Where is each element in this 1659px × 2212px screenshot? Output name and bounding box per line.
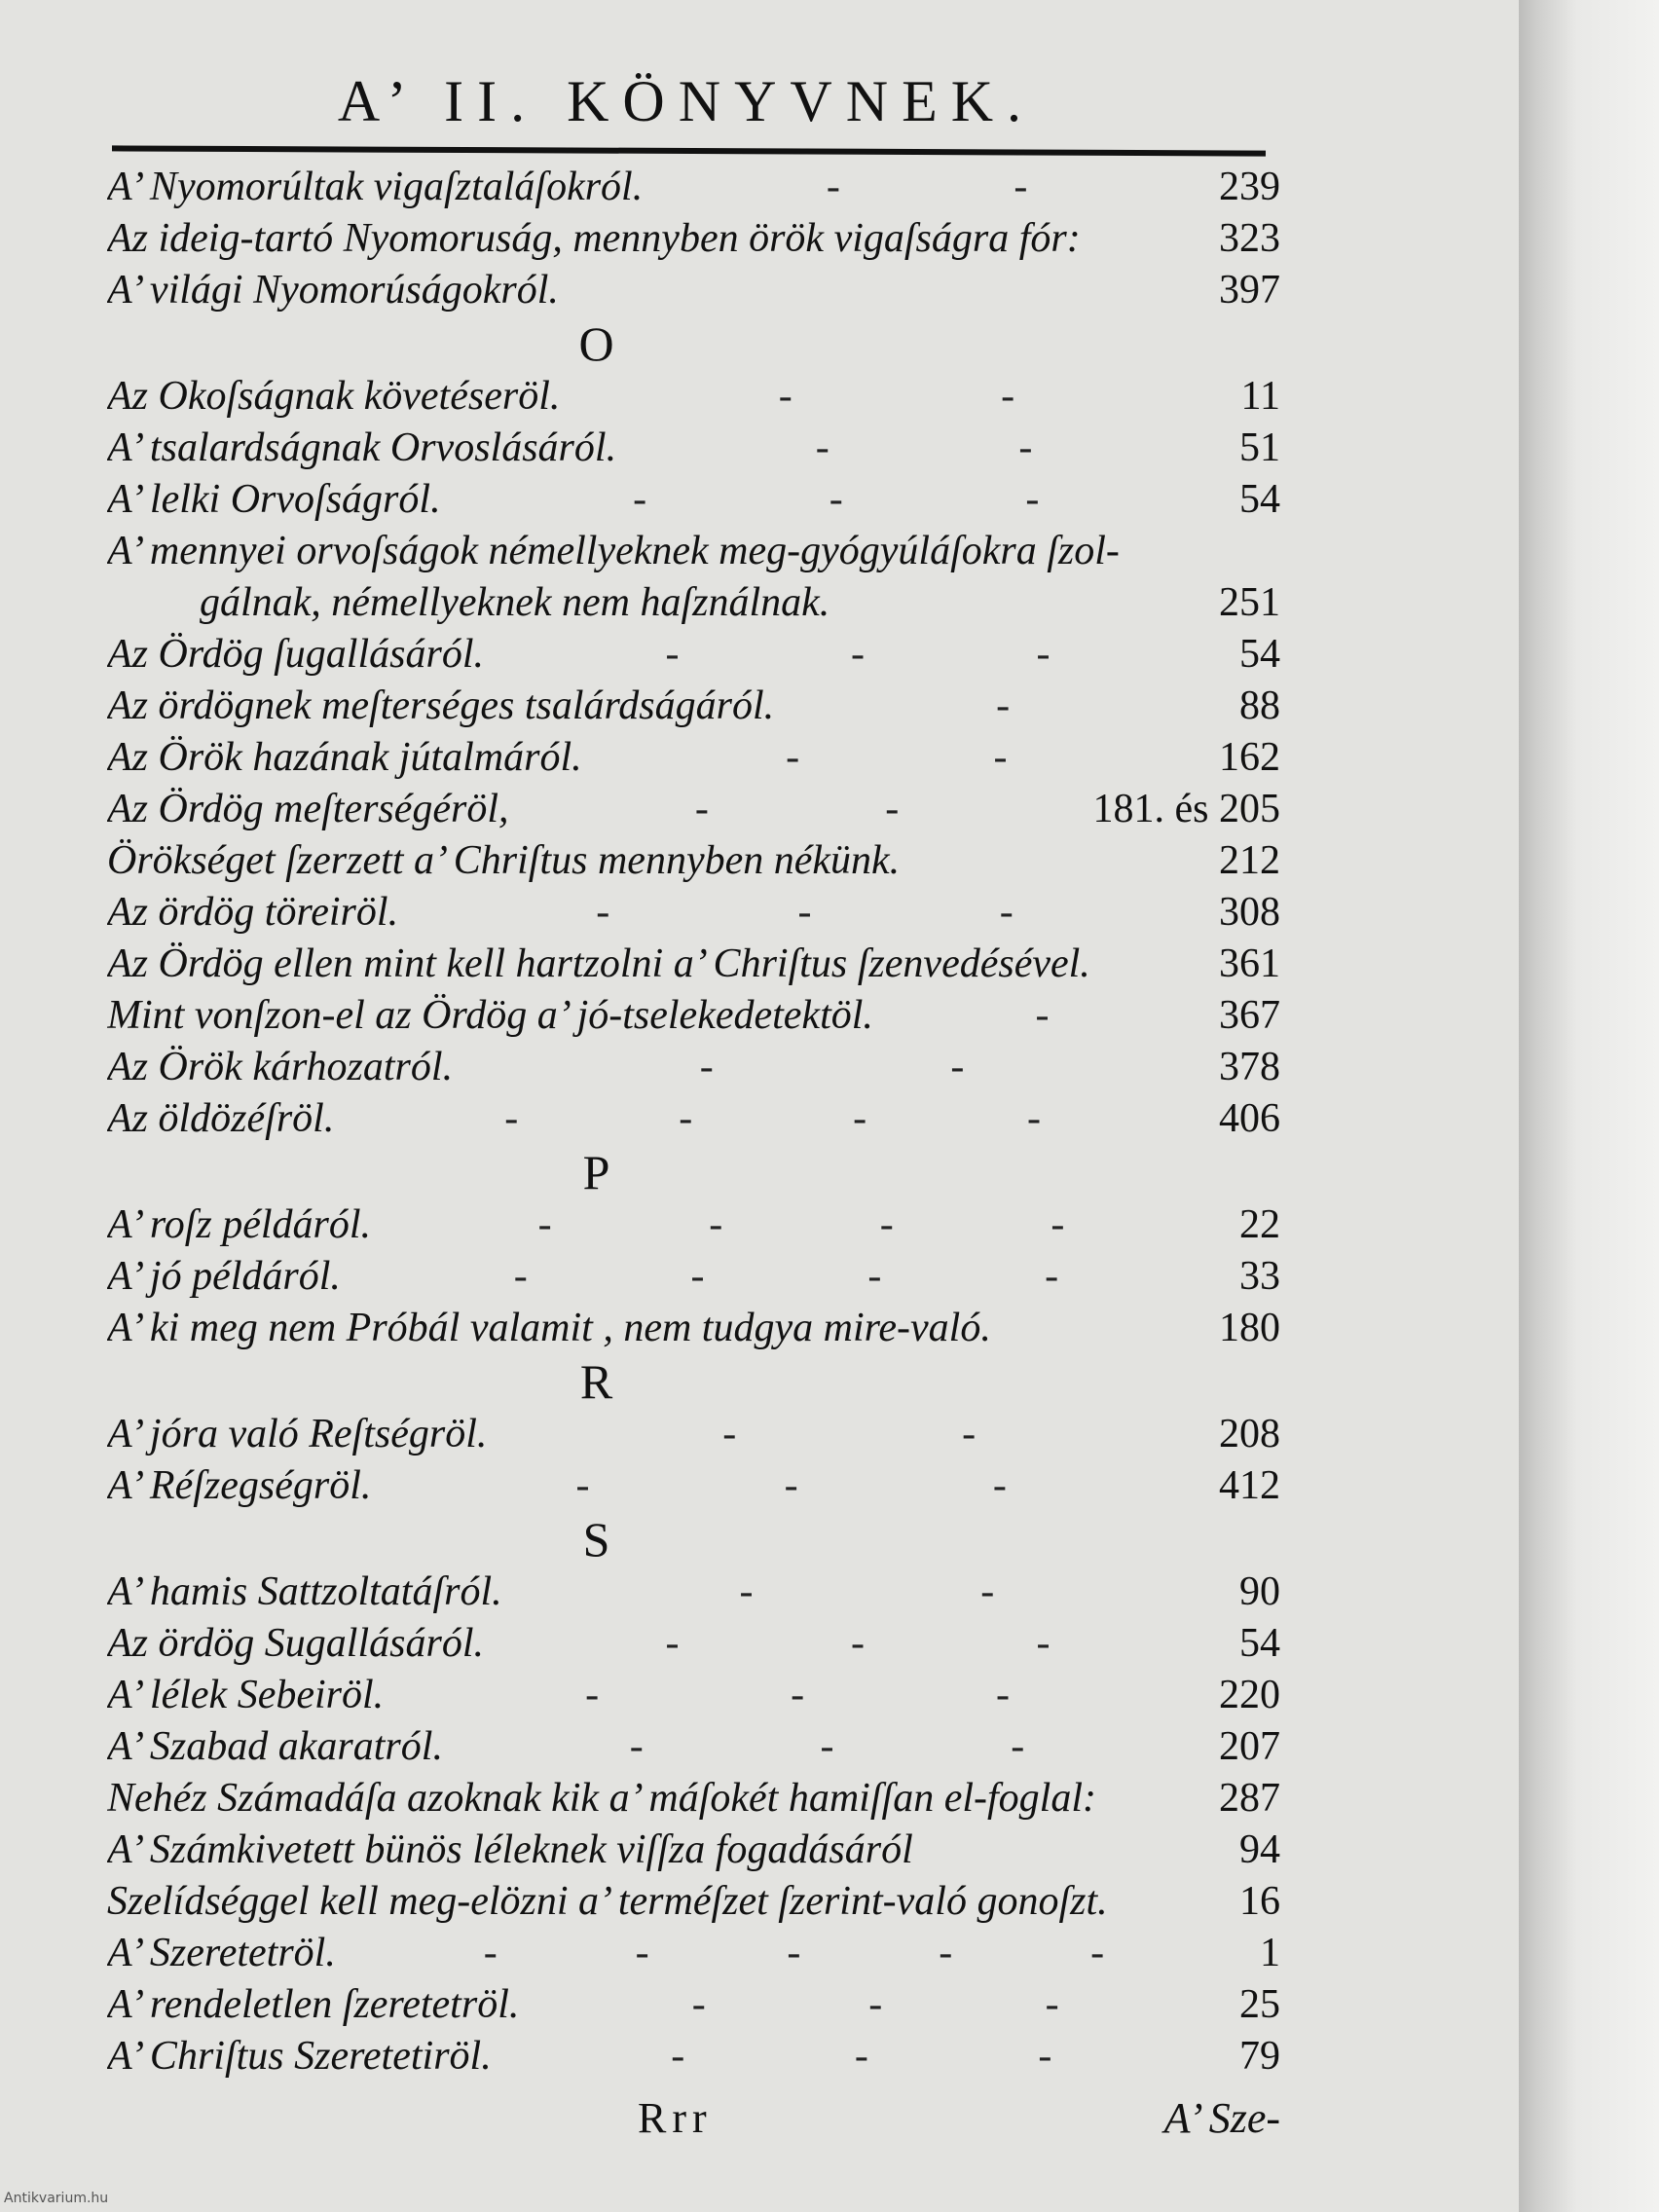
entry-title: A’ Szeretetröl. (107, 1931, 336, 1975)
leader-dash: - (996, 683, 1011, 728)
leader-dash: - (691, 1982, 706, 2027)
index-entry (107, 1093, 1280, 1145)
leader-dash: - (980, 1569, 995, 1614)
index-entry (107, 1721, 1280, 1773)
leader-dash: - (1035, 993, 1050, 1038)
index-entry (107, 1928, 1280, 1979)
leader-dash: - (690, 1254, 705, 1299)
page-number: 94 (1239, 1827, 1280, 1872)
leader-dash: - (787, 1931, 801, 1975)
leader-dash: - (1051, 1202, 1065, 1247)
entry-title: A’ jó példáról. (107, 1254, 341, 1299)
entry-title: A’ világi Nyomorúságokról. (107, 268, 559, 313)
leader-dash: - (996, 1673, 1011, 1717)
dash-leader (484, 629, 1232, 681)
index-entry (107, 1618, 1280, 1670)
page-number: 323 (1219, 216, 1280, 261)
page-number: 54 (1239, 477, 1280, 522)
leader-dash: - (868, 1982, 883, 2027)
page-number: 79 (1239, 2034, 1280, 2079)
page-number: 287 (1219, 1776, 1280, 1821)
dash-leader (443, 1721, 1211, 1773)
page-number: 16 (1239, 1879, 1280, 1924)
index-entry (107, 1409, 1280, 1460)
index-entry (107, 1567, 1280, 1618)
page-number: 88 (1239, 683, 1280, 728)
index-entry (107, 371, 1280, 423)
index-entry (107, 423, 1280, 474)
page-number: 54 (1239, 1621, 1280, 1666)
entry-title: A’ Réſzegségröl. (107, 1463, 372, 1508)
index-entry (107, 2031, 1280, 2083)
dash-leader (560, 371, 1233, 423)
page-number: 220 (1219, 1673, 1280, 1717)
leader-dash: - (699, 1045, 714, 1089)
index-entry (107, 990, 1280, 1042)
index-entry (107, 265, 1280, 316)
dash-leader (519, 1979, 1232, 2031)
entry-title: A’ Szabad akaratról. (107, 1724, 443, 1769)
leader-dash: - (1036, 632, 1051, 677)
leader-dash: - (1027, 1096, 1042, 1141)
dash-leader (616, 423, 1232, 474)
dash-leader (371, 1460, 1211, 1512)
leader-dash: - (1011, 1724, 1025, 1769)
leader-dash: - (1014, 165, 1028, 209)
leader-dash: - (1001, 374, 1015, 419)
leader-dash: - (786, 735, 800, 780)
leader-dash: - (665, 1621, 680, 1666)
entry-title: Az Ördög ſugallásáról. (107, 632, 484, 677)
leader-dash: - (585, 1673, 600, 1717)
page-number: 51 (1239, 425, 1280, 470)
leader-dash: - (483, 1931, 498, 1975)
dash-leader (341, 1251, 1232, 1303)
dash-leader (336, 1928, 1252, 1979)
leader-dash: - (939, 1931, 953, 1975)
watermark: Antikvarium.hu (4, 2191, 109, 2206)
index-entry (107, 1876, 1280, 1928)
page-number: 239 (1219, 165, 1280, 209)
leader-dash: - (1045, 1982, 1059, 2027)
leader-dash: - (950, 1045, 965, 1089)
dash-leader (487, 1409, 1211, 1460)
page-number: 361 (1219, 941, 1280, 986)
index-entry (107, 1773, 1280, 1825)
entry-title: Az Okoſságnak követéseröl. (107, 374, 561, 419)
entry-title: Örökséget ſzerzett a’ Chriſtus mennyben nékünk. (107, 838, 901, 883)
page-number: 162 (1219, 735, 1280, 780)
entry-title: Az ördögnek meſterséges tsalárdságáról. (107, 683, 775, 728)
index-entry (107, 1042, 1280, 1093)
entry-title: Mint vonſzon-el az Ördög a’ jó-tselekedetektöl. (107, 993, 873, 1038)
leader-dash: - (1090, 1931, 1105, 1975)
page-edge (1519, 0, 1659, 2212)
entry-title: Az ördög töreiröl. (107, 890, 399, 935)
index-entry (107, 1979, 1280, 2031)
entry-title: Nehéz Számadáſa azoknak kik a’ máſokét hamiſſan el-foglal: (107, 1776, 1096, 1821)
dash-leader (484, 1618, 1232, 1670)
dash-leader (371, 1199, 1232, 1251)
leader-dash: - (709, 1202, 723, 1247)
leader-dash: - (778, 374, 793, 419)
entry-title: A’ rendeletlen ſzeretetröl. (107, 1982, 520, 2027)
dash-leader (384, 1670, 1211, 1721)
page-number: 251 (1219, 580, 1280, 625)
leader-dash: - (739, 1569, 754, 1614)
leader-dash: - (850, 632, 865, 677)
page-number: 308 (1219, 890, 1280, 935)
index-entry (107, 1825, 1280, 1876)
page-number: 11 (1240, 374, 1280, 419)
index-entry (107, 474, 1280, 526)
entry-title: A’ Nyomorúltak vigaſztaláſokról. (107, 165, 644, 209)
leader-dash: - (854, 2034, 868, 2079)
index-entry (107, 887, 1280, 939)
leader-dash: - (992, 1463, 1007, 1508)
dash-leader (509, 784, 1086, 835)
page-number: 181. és 205 (1092, 787, 1280, 831)
index-entry (107, 162, 1280, 213)
leader-dash: - (853, 1096, 867, 1141)
leader-dash: - (826, 165, 840, 209)
entry-title: Az ördög Sugallásáról. (107, 1621, 484, 1666)
leader-dash: - (596, 890, 610, 935)
index-entry (107, 1199, 1280, 1251)
page-number: 90 (1239, 1569, 1280, 1614)
leader-dash: - (504, 1096, 519, 1141)
index-entry (107, 1460, 1280, 1512)
dash-leader (643, 162, 1211, 213)
dash-leader (774, 681, 1232, 732)
leader-dash: - (635, 1931, 649, 1975)
leader-dash: - (1025, 477, 1040, 522)
entry-title: A’ jóra való Reſtségröl. (107, 1412, 488, 1456)
signature-mark: Rrr (638, 2094, 713, 2142)
leader-dash: - (1036, 1621, 1051, 1666)
dash-leader (873, 990, 1211, 1042)
leader-dash: - (722, 1412, 737, 1456)
index-entry (107, 1303, 1280, 1354)
index-entry (107, 835, 1280, 887)
entry-title: A’ tsalardságnak Orvoslásáról. (107, 425, 617, 470)
page-number: 212 (1219, 838, 1280, 883)
leader-dash: - (820, 1724, 834, 1769)
section-letter: S (582, 1512, 610, 1567)
page-footer (107, 2093, 1280, 2152)
page-number: 367 (1219, 993, 1280, 1038)
entry-title: Az Ördög meſterségéröl, (107, 787, 509, 831)
index-list (107, 162, 1280, 2083)
leader-dash: - (962, 1412, 977, 1456)
page-number: 378 (1219, 1045, 1280, 1089)
leader-dash: - (665, 632, 680, 677)
index-entry (107, 732, 1280, 784)
entry-title: Az öldözéſröl. (107, 1096, 335, 1141)
leader-dash: - (867, 1254, 882, 1299)
page-number: 207 (1219, 1724, 1280, 1769)
section-letter: P (582, 1145, 610, 1199)
running-header: A’ II. KÖNYVNEK. (337, 69, 1036, 133)
index-entry (107, 213, 1280, 265)
dash-leader (492, 2031, 1232, 2083)
leader-dash: - (671, 2034, 685, 2079)
leader-dash: - (1045, 1254, 1059, 1299)
page-number: 406 (1219, 1096, 1280, 1141)
leader-dash: - (513, 1254, 528, 1299)
leader-dash: - (537, 1202, 552, 1247)
index-entry (107, 1251, 1280, 1303)
page-number: 25 (1239, 1982, 1280, 2027)
leader-dash: - (1018, 425, 1033, 470)
leader-dash: - (791, 1673, 805, 1717)
page-number: 208 (1219, 1412, 1280, 1456)
entry-title: Az Örök hazának jútalmáról. (107, 735, 582, 780)
dash-leader (441, 474, 1232, 526)
entry-title: A’ ki meg nem Próbál valamit , nem tudgya mire-való. (107, 1306, 991, 1350)
index-entry (107, 939, 1280, 990)
leader-dash: - (797, 890, 812, 935)
section-letter: O (578, 316, 614, 371)
index-entry (107, 784, 1280, 835)
dash-leader (502, 1567, 1232, 1618)
index-entry (107, 526, 1280, 577)
leader-dash: - (679, 1096, 693, 1141)
dash-leader (398, 887, 1211, 939)
page-number: 180 (1219, 1306, 1280, 1350)
leader-dash: - (694, 787, 709, 831)
index-entry (107, 629, 1280, 681)
entry-title: A’ lelki Orvoſságról. (107, 477, 441, 522)
entry-title: A’ Chriſtus Szeretetiröl. (107, 2034, 492, 2079)
leader-dash: - (829, 477, 843, 522)
page-number: 397 (1219, 268, 1280, 313)
entry-title: A’ Számkivetett bünös léleknek viſſza fogadásáról (107, 1827, 913, 1872)
leader-dash: - (784, 1463, 798, 1508)
leader-dash: - (993, 735, 1008, 780)
dash-leader (582, 732, 1211, 784)
entry-title: A’ mennyei orvoſságok némellyeknek meg-gyógyúláſokra ſzol- (107, 529, 1120, 573)
leader-dash: - (885, 787, 900, 831)
section-letter: R (579, 1354, 613, 1409)
dash-leader (334, 1093, 1211, 1145)
entry-title: Az Ördög ellen mint kell hartzolni a’ Chriſtus ſzenvedésével. (107, 941, 1090, 986)
leader-dash: - (633, 477, 647, 522)
index-entry (107, 1670, 1280, 1721)
entry-title: Szelídséggel kell meg-elözni a’ terméſzet ſzerint-való gonoſzt. (107, 1879, 1108, 1924)
entry-title: A’ lélek Sebeiröl. (107, 1673, 385, 1717)
leader-dash: - (879, 1202, 894, 1247)
leader-dash: - (575, 1463, 590, 1508)
page-number: 1 (1260, 1931, 1280, 1975)
entry-title: gálnak, némellyeknek nem haſználnak. (200, 580, 830, 625)
leader-dash: - (850, 1621, 865, 1666)
catchword: A’ Sze- (1163, 2094, 1280, 2142)
page-number: 54 (1239, 632, 1280, 677)
entry-title: Az ideig-tartó Nyomoruság, mennyben örök vigaſságra fór: (107, 216, 1081, 261)
header-rule (112, 145, 1266, 156)
leader-dash: - (629, 1724, 644, 1769)
leader-dash: - (999, 890, 1014, 935)
entry-title: Az Örök kárhozatról. (107, 1045, 454, 1089)
entry-title: A’ hamis Sattzoltatáſról. (107, 1569, 502, 1614)
index-entry (107, 681, 1280, 732)
index-entry (107, 577, 1280, 629)
dash-leader (453, 1042, 1211, 1093)
page-number: 22 (1239, 1202, 1280, 1247)
page-number: 412 (1219, 1463, 1280, 1508)
entry-title: A’ roſz példáról. (107, 1202, 372, 1247)
page-number: 33 (1239, 1254, 1280, 1299)
leader-dash: - (815, 425, 830, 470)
leader-dash: - (1038, 2034, 1052, 2079)
